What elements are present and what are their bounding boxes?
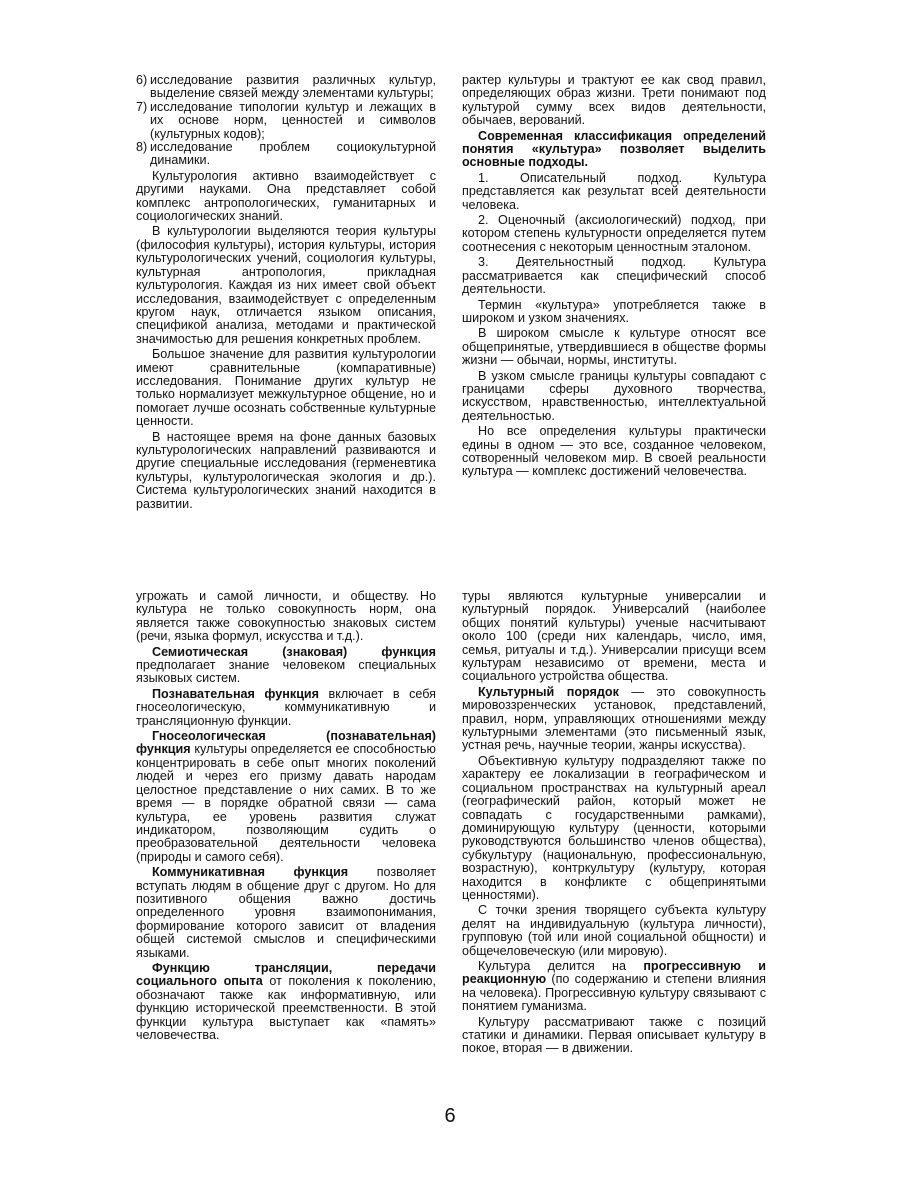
page-number: 6 (444, 1105, 456, 1127)
term-text: предполагает знание человеком специальных языковых систем. (136, 658, 436, 686)
section-heading (462, 130, 766, 170)
paragraph: угрожать и самой личности, и обществу. Но культура не только совокупность норм, она является также совокупностью знаковых систем (речи, языка формул, искусства и т.д.). (136, 589, 436, 644)
top-left-column (136, 74, 436, 511)
paragraph: С точки зрения творящего субъекта культуру делят на индивидуальную (культура личности), групповую (той или иной социальной общности) и общечеловеческую (или мировую). (462, 903, 766, 958)
term-bold: Познавательная функция (152, 686, 320, 701)
approach-evaluative: 2. Оценочный (аксиологический) подход, при котором степень культурности определяется путем соотнесения с некоторым ценностным эталоном. (462, 213, 766, 254)
paragraph-progressive (462, 960, 766, 1014)
approach-descriptive: 1. Описательный подход. Культура представляется как результат всей деятельности человека. (462, 170, 766, 212)
list-number: 8) (136, 140, 148, 155)
term-bold: Семиотическая (знаковая) функция (152, 644, 436, 659)
approach-activity: 3. Деятельностный подход. Культура рассматривается как специфический способ деятельности. (462, 255, 766, 297)
list-text: исследование развития различных культур, выделение связей между элементами культуры; (150, 73, 436, 101)
bottom-left-column (136, 590, 436, 1042)
list-item (136, 101, 436, 141)
function-semiotic (136, 646, 436, 686)
cultural-order (462, 686, 766, 753)
paragraph: Объективную культуру подразделяют также по характеру ее локализации в географическом и социальном пространствах на культурный ареал (географический район, который может не совпадать с государственными рамками), доминирующую культуру (ценности, которыми руководствуются большинство членов общества), субкультуру (национальную, профессиональную, возрастную), контркультуру (культуру, которая находится в конфликте с общепринятыми ценностями). (462, 753, 766, 902)
term-text: включает в себя гносеологическую, коммуникативную и трансляционную функции. (136, 686, 436, 728)
list-item (136, 74, 436, 101)
term-bold: Функцию трансляции, передачи социального опыта (136, 960, 436, 989)
paragraph: В узком смысле границы культуры совпадают с границами сферы духовного творчества, искусством, нравственностью, интеллектуальной деятельностью. (462, 368, 766, 423)
heading-bold-text: Современная классификация определений понятия «культура» позволяет выделить основные подходы. (462, 128, 766, 170)
term-text: от поколения к поколению, обозначают также как информативную, или функцию исторической преемственности. В этой функции культура выступает как «память» человечества. (136, 974, 436, 1042)
list-item (136, 141, 436, 168)
paragraph: Но все определения культуры практически едины в одном — это все, созданное человеком, сотворенный человеком мир. В своей реальности культура — комплекс достижений человечества. (462, 424, 766, 479)
paragraph: Культуру рассматривают также с позиций статики и динамики. Первая описывает культуру в покое, вторая — в движении. (462, 1014, 766, 1056)
list-number: 7) (136, 99, 148, 114)
function-gnoseological (136, 730, 436, 864)
paragraph: Большое значение для развития культурологии имеют сравнительные (компаративные) исследования. Понимание других культур не только нормализует межкультурное общение, но и помогает лучше осознать собственные культурные ценности. (136, 347, 436, 429)
term-text: позволяет вступать людям в общение друг с другом. Но для позитивного общения важно достичь определенного уровня взаимопонимания, формирование которого зависит от владения общей системой смыслов и специфическими языками. (136, 865, 436, 960)
function-cognitive (136, 688, 436, 728)
term-text: — это совокупность мировоззренческих установок, представлений, правил, норм, управляющих отношениями между культурными элементами (это письменный язык, устная речь, научные теории, жанры искусства). (462, 684, 766, 753)
list-number: 6) (136, 73, 148, 87)
paragraph: рактер культуры и трактуют ее как свод правил, определяющих образ жизни. Трети понимают под культурой сумму всех видов деятельности, обычаев, верований. (462, 73, 766, 128)
paragraph: В широком смысле к культуре относят все общепринятые, утвердившиеся в обществе формы жизни — обычаи, нормы, институты. (462, 326, 766, 368)
function-communicative (136, 866, 436, 960)
paragraph: В настоящее время на фоне данных базовых культурологических направлений развиваются и другие специальные исследования (герменевтика культуры, культурологическая экология и др.). Система культурологических знаний находится в развитии. (136, 429, 436, 511)
paragraph: Культурология активно взаимодействует с другими науками. Она представляет собой комплекс антропологических, гуманитарных и социологических знаний. (136, 168, 436, 224)
paragraph: туры являются культурные универсалии и культурный порядок. Универсалий (наиболее общих понятий культуры) ученые насчитывают около 100 (среди них календарь, число, имя, семья, ритуалы и т.д.). Универсалии присущи всем культурам независимо от времени, места и социального устройства общества. (462, 589, 766, 684)
list-text: исследование типологии культур и лежащих в их основе норм, ценностей и символов (культурных кодов); (150, 99, 436, 141)
bottom-right-column (462, 590, 766, 1056)
term-bold: Культурный порядок (478, 684, 619, 699)
function-translation (136, 962, 436, 1042)
top-right-column (462, 74, 766, 479)
term-bold: прогрессивную и реакционную (462, 958, 766, 987)
paragraph: Термин «культура» употребляется также в широком и узком значениях. (462, 297, 766, 325)
term-bold: Гносеологическая (познавательная) функция (136, 729, 436, 757)
paragraph: В культурологии выделяются теория культуры (философия культуры), история культуры, история культурологических учений, социология культуры, культурная антропология, прикладная культурология. Каждая из них имеет свой объект исследования, взаимодействует с определенным кругом наук, отличается языком описания, спецификой анализа, методами и практической значимостью для решения конкретных проблем. (136, 224, 436, 346)
term-text: культуры определяется ее способностью концентрировать в себе опыт многих поколений людей и через его призму давать народам целостное представление о них самих. В то же время — в порядке обратной связи — сама культура, ее уровень развития служат индикатором, позволяющим судить о преобразовательной деятельности человека (природы и самого себя). (136, 742, 436, 864)
term-text: Культура делится на (478, 958, 644, 973)
term-text: (по содержанию и степени влияния на человека). Прогрессивную культуру связывают с понятием гуманизма. (462, 972, 766, 1014)
term-bold: Коммуникативная функция (152, 865, 349, 880)
list-text: исследование проблем социокультурной динамики. (150, 140, 436, 168)
